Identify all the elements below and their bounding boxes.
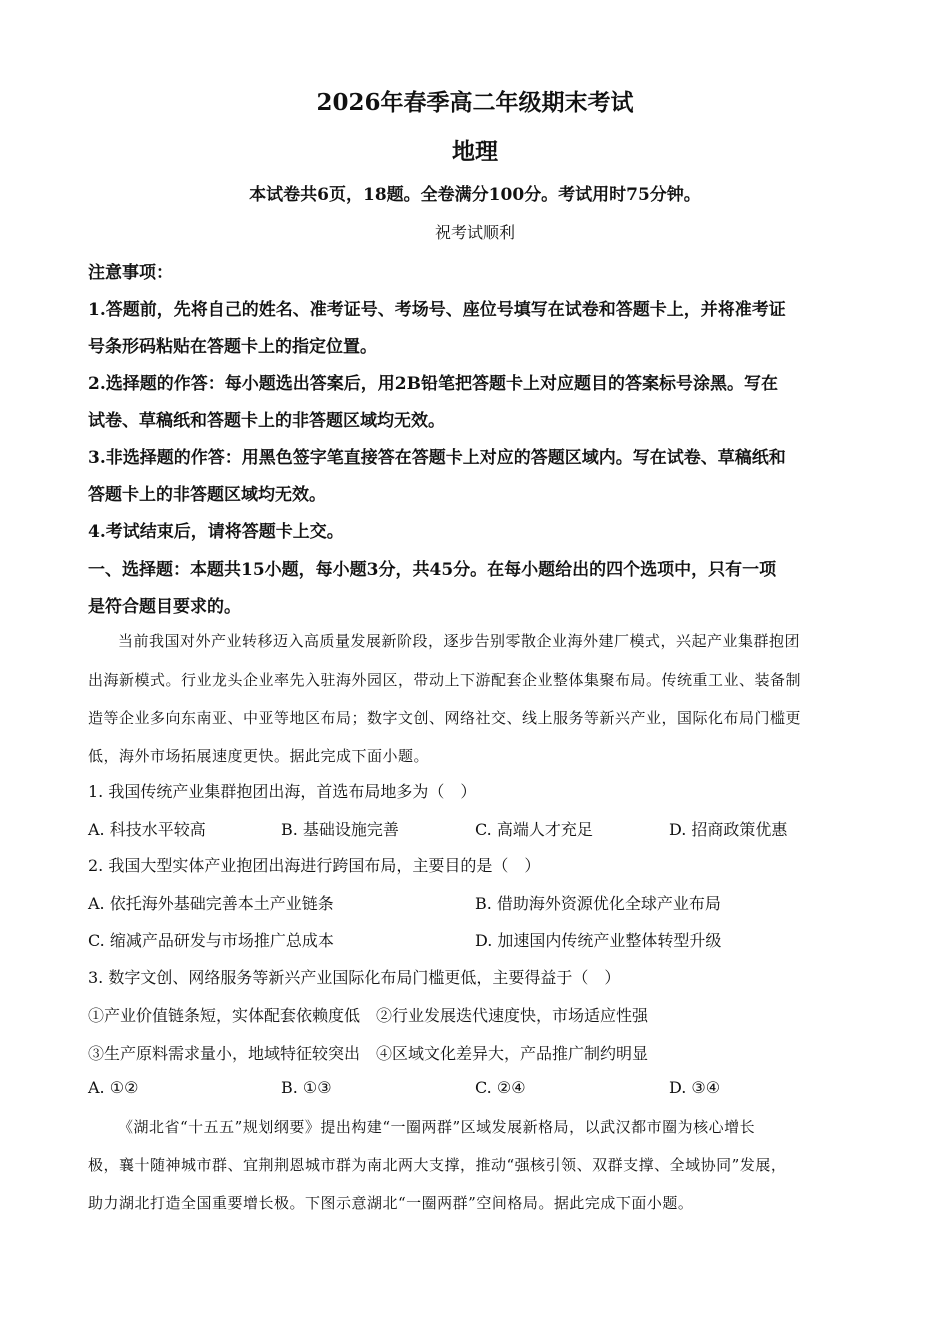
passage-line: 造等企业多向东南亚、中亚等地区布局；数字文创、网络社交、线上服务等新兴产业，国际化布局门槛更 — [88, 709, 802, 727]
option-c: C. 缩减产品研发与市场推广总成本 — [88, 931, 334, 950]
section-heading: 一、选择题：本题共15小题，每小题3分，共45分。在每小题给出的四个选项中，只有一项 — [88, 560, 777, 580]
notice-line: 试卷、草稿纸和答题卡上的非答题区域均无效。 — [88, 411, 445, 431]
passage-line: 助力湖北打造全国重要增长极。下图示意湖北“一圈两群”空间格局。据此完成下面小题。 — [88, 1194, 694, 1212]
option-b: B. 基础设施完善 — [281, 820, 399, 839]
passage-line: 极，襄十随神城市群、宜荆荆恩城市群为南北两大支撑，推动“强核引领、双群支撑、全域协同”发展， — [88, 1156, 787, 1174]
notice-heading: 注意事项： — [88, 263, 173, 283]
option-a: A. ①② — [88, 1078, 139, 1097]
notice-line: 答题卡上的非答题区域均无效。 — [88, 485, 326, 505]
option-a: A. 依托海外基础完善本土产业链条 — [88, 894, 334, 913]
notice-line: 号条形码粘贴在答题卡上的指定位置。 — [88, 337, 377, 357]
option-c: C. 高端人才充足 — [475, 820, 593, 839]
question-stem: 2. 我国大型实体产业抱团出海进行跨国布局，主要目的是（ ） — [88, 856, 541, 875]
question-stem: 3. 数字文创、网络服务等新兴产业国际化布局门槛更低，主要得益于（ ） — [88, 968, 621, 987]
notice-line: 3.非选择题的作答：用黑色签字笔直接答在答题卡上对应的答题区域内。写在试卷、草稿纸和 — [88, 448, 786, 468]
option-d: D. ③④ — [669, 1078, 721, 1097]
section-heading: 是符合题目要求的。 — [88, 597, 241, 617]
notice-line: 4.考试结束后，请将答题卡上交。 — [88, 522, 344, 542]
subject-title: 地理 — [452, 138, 498, 165]
option-c: C. ②④ — [475, 1078, 526, 1097]
good-luck-text: 祝考试顺利 — [434, 223, 515, 242]
statement-line: ③生产原料需求量小，地域特征较突出 ④区域文化差异大，产品推广制约明显 — [88, 1044, 649, 1063]
passage-line: 低，海外市场拓展速度更快。据此完成下面小题。 — [88, 747, 430, 765]
exam-info: 本试卷共6页，18题。全卷满分100分。考试用时75分钟。 — [249, 185, 701, 205]
option-b: B. 借助海外资源优化全球产业布局 — [475, 894, 721, 913]
question-stem: 1. 我国传统产业集群抱团出海，首选布局地多为（ ） — [88, 782, 477, 801]
passage-line: 当前我国对外产业转移迈入高质量发展新阶段，逐步告别零散企业海外建厂模式，兴起产业集群抱团 — [118, 632, 801, 650]
exam-title: 2026年春季高二年级期末考试 — [316, 89, 634, 116]
statement-line: ①产业价值链条短，实体配套依赖度低 ②行业发展迭代速度快，市场适应性强 — [88, 1006, 649, 1025]
option-d: D. 招商政策优惠 — [669, 820, 788, 839]
notice-line: 1.答题前，先将自己的姓名、准考证号、考场号、座位号填写在试卷和答题卡上，并将准考证 — [88, 300, 786, 320]
option-b: B. ①③ — [281, 1078, 332, 1097]
option-a: A. 科技水平较高 — [88, 820, 206, 839]
option-d: D. 加速国内传统产业整体转型升级 — [475, 931, 722, 950]
passage-line: 《湖北省“十五五”规划纲要》提出构建“一圈两群”区域发展新格局，以武汉都市圈为核心增长 — [118, 1118, 756, 1136]
notice-line: 2.选择题的作答：每小题选出答案后，用2B铅笔把答题卡上对应题目的答案标号涂黑。写在 — [88, 374, 778, 394]
passage-line: 出海新模式。行业龙头企业率先入驻海外园区，带动上下游配套企业整体集聚布局。传统重工业、装备制 — [88, 671, 802, 689]
